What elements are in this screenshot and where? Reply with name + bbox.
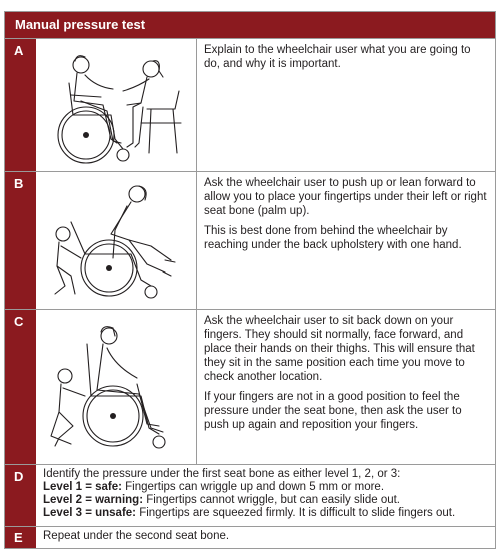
illustration-push-up — [36, 172, 197, 309]
level-2-line — [43, 494, 489, 507]
step-paragraph: Explain to the wheelchair user what you are going to do, and why it is important. — [204, 44, 471, 70]
step-letter: E — [5, 527, 36, 548]
step-description — [197, 310, 495, 464]
illustration-explaining — [36, 39, 197, 171]
wheelchair-conversation-illustration — [41, 43, 191, 167]
step-row-e — [5, 527, 495, 548]
step-paragraph: If your fingers are not in a good position to feel the pressure under the seat bone, then ask the user to push up again and reposition your fingers. — [204, 391, 462, 431]
level-text: Fingertips are squeezed firmly. It is difficult to slide fingers out. — [136, 507, 456, 519]
wheelchair-sit-back-illustration — [41, 314, 191, 460]
step-letter: D — [5, 465, 36, 526]
wheelchair-push-up-illustration — [41, 176, 191, 306]
illustration-sit-back — [36, 310, 197, 464]
step-letter: A — [5, 39, 36, 171]
level-1-line — [43, 481, 489, 494]
step-row-b — [5, 172, 495, 310]
pressure-levels — [36, 465, 495, 526]
level-label: Level 1 = safe: — [43, 481, 122, 493]
step-description — [197, 172, 495, 309]
table-title: Manual pressure test — [5, 12, 495, 39]
step-row-a — [5, 39, 495, 172]
step-letter: B — [5, 172, 36, 309]
step-letter: C — [5, 310, 36, 464]
step-paragraph: Ask the wheelchair user to sit back down on your fingers. They should sit normally, face forward, and place their hands on their thighs. This will ensure that they sit in the same position each time you move to check another location. — [204, 315, 475, 383]
level-label: Level 2 = warning: — [43, 494, 144, 506]
level-text: Fingertips cannot wriggle, but can easily slide out. — [143, 494, 401, 506]
manual-pressure-test-table — [4, 11, 496, 549]
step-description: Repeat under the second seat bone. — [43, 530, 230, 542]
step-paragraph: Ask the wheelchair user to push up or lean forward to allow you to place your fingertips under their left or right seat bone (palm up). — [204, 177, 487, 217]
level-text: Fingertips can wriggle up and down 5 mm or more. — [121, 481, 385, 493]
level-label: Level 3 = unsafe: — [43, 507, 136, 519]
step-row-d — [5, 465, 495, 527]
step-row-c — [5, 310, 495, 465]
level-3-line — [43, 507, 489, 520]
step-description — [197, 39, 495, 171]
step-paragraph: This is best done from behind the wheelchair by reaching under the back upholstery with one hand. — [204, 225, 462, 251]
levels-intro: Identify the pressure under the first seat bone as either level 1, 2, or 3: — [43, 468, 401, 480]
